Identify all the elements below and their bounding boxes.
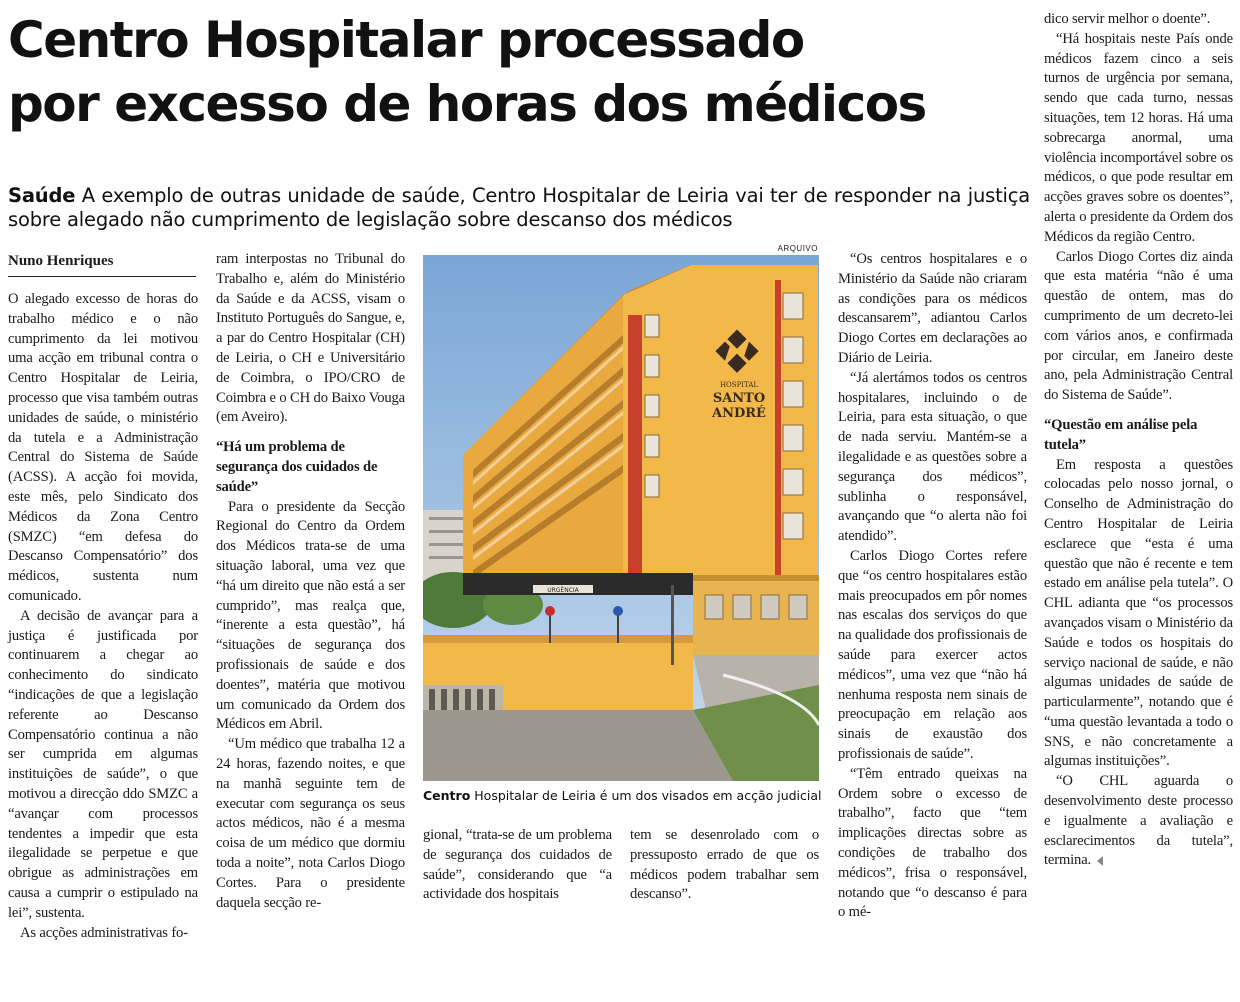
- body-paragraph: “Há hospitais neste País onde médicos fazem cinco a seis turnos de urgência por semana, sendo que cada turno, nessas situações, tem 12 horas. Há uma sobrecarga anormal, uma violência incomportável sobre os médicos, o que pode resultar em acções graves sobre os doentes”, alerta o presidente da Ordem dos Médicos da região Centro.: [1044, 30, 1233, 245]
- subheading: “Questão em análise pela tutela”: [1044, 416, 1198, 453]
- headline-line-1: Centro Hospitalar processado: [8, 11, 804, 69]
- article-column-2: [216, 250, 405, 913]
- author-byline: Nuno Henriques: [8, 250, 196, 277]
- body-paragraph: As acções administrativas fo-: [20, 924, 188, 941]
- lead-text: A exemplo de outras unidade de saúde, Centro Hospitalar de Leiria vai ter de responder na justiça sobre alegado não cumprimento de legislação sobre descanso dos médicos: [8, 184, 1030, 231]
- body-paragraph: A decisão de avançar para a justiça é justificada por continuarem a chegar ao conhecimento do sindicato “indicações de que a legislação referente ao Descanso Compensatório continua a não ser cumprida em algumas instituições de saúde”, o que motivou a direcção ddo SMZC a “avançar com processos tendentes a impedir que esta ilegalidade se perpetue e que obrigue as administrações em causa a cumprir o estipulado na lei”, sustenta.: [8, 607, 198, 921]
- body-paragraph: “Já alertámos todos os centros hospitalares, incluindo o de Leiria, para esta situação, o que de nada serviu. Mantém-se a ilegalidade e as questões sobre a segurança dos médicos”, sublinha o responsável, avançando que “o alerta não foi atendido”.: [838, 369, 1027, 545]
- sign-line-1: HOSPITAL: [719, 381, 759, 389]
- body-paragraph: Em resposta a questões colocadas pelo nosso jornal, o Conselho de Administração do Centro Hospitalar de Leiria esclarece que “esta é uma questão que não é recente e tem estado em análise pela tutela”. O CHL adianta que “os processos avançados visam o Ministério da Saúde e todos os hospitais do serviço nacional de saúde, e não algumas unidades de saúde de particularmente”, notando que é “uma questão levantada a todo o SNS, e não concretamente a algumas instituições”.: [1044, 456, 1233, 770]
- caption-text: Hospitalar de Leiria é um dos visados em acção judicial: [474, 788, 822, 803]
- hospital-building-image: [423, 255, 819, 781]
- caption-bold: Centro: [423, 788, 471, 803]
- body-paragraph: “Os centros hospitalares e o Ministério da Saúde não criaram as condições para os médicos descansarem”, adiantou Carlos Diogo Cortes em declarações ao Diário de Leiria.: [838, 251, 1027, 366]
- photo-credit: ARQUIVO: [777, 244, 818, 253]
- closing-text: “O CHL aguarda o desenvolvimento deste processo e igualmente a avaliação e esclarecimentos da tutela”, termina.: [1044, 773, 1233, 869]
- body-paragraph: “Um médico que trabalha 12 a 24 horas, fazendo noites, e que na manhã seguinte tem de executar com segurança os seus actos médicos, não é a mesma coisa de um médico que dormiu toda a noite”, nota Carlos Diogo Cortes. Para o presidente daquela secção re-: [216, 736, 405, 911]
- article-column-5: [1044, 10, 1233, 871]
- sign-line-3: ANDRÉ: [712, 406, 766, 421]
- article-column-2b: [423, 826, 612, 905]
- body-paragraph: Para o presidente da Secção Regional do Centro da Ordem dos Médicos trata-se de uma situação laboral, uma vez que “há um direito que não está a ser cumprido”, mas realça que, “inerente a esta questão”, há “situações de segurança dos profissionais de saúde e dos doentes”, matéria que motivou um comunicado da Ordem dos Médicos em Abril.: [216, 498, 405, 733]
- body-paragraph: gional, “trata-se de um problema de segurança dos cuidados de saúde”, considerando que “a actividade dos hospitais: [423, 827, 612, 903]
- entrance-sign: URGÊNCIA: [547, 587, 579, 594]
- lead-paragraph: [8, 184, 1030, 232]
- article-column-4: [838, 250, 1027, 923]
- hospital-photo: [423, 255, 819, 781]
- end-of-article-icon: [1097, 856, 1103, 866]
- headline: [8, 8, 1028, 136]
- body-paragraph: “Têm entrado queixas na Ordem sobre o excesso de trabalho”, facto que “tem implicações directas sobre as condições de trabalho dos médicos”, frisa o responsável, notando que “o descanso é para o mé-: [838, 765, 1027, 921]
- subheading: “Há um problema de segurança dos cuidados de saúde”: [216, 439, 378, 495]
- body-paragraph: dico servir melhor o doente”.: [1044, 11, 1211, 27]
- article-column-1: [8, 290, 198, 943]
- article-column-3b: [630, 826, 819, 905]
- body-paragraph: Carlos Diogo Cortes diz ainda que esta matéria “não é uma questão de ontem, mas do cumprimento de um decreto-lei com vários anos, e confirmada por circular, em Janeiro deste ano, pela Administração Central do Sistema de Saúde”.: [1044, 248, 1233, 404]
- body-paragraph: tem se desenrolado com o pressuposto errado de que os médicos podem trabalhar sem descanso”.: [630, 827, 819, 903]
- headline-line-2: por excesso de horas dos médicos: [8, 75, 926, 133]
- body-paragraph: O alegado excesso de horas do trabalho médico e o não cumprimento da lei motivou uma acção em tribunal contra o Centro Hospitalar de Leiria, processo que visa também outras unidades de saúde, o ministério da tutela e a Administração Central do Sistema de Saúde (ACSS). A acção foi movida, este mês, pelo Sindicato dos Médicos da Zona Centro (SMZC) “em defesa do Descanso Compensatório” dos médicos, sustenta num comunicado.: [8, 291, 198, 604]
- sign-line-2: SANTO: [712, 391, 766, 406]
- body-paragraph: ram interpostas no Tribunal do Trabalho e, além do Ministério da Saúde e da ACSS, visam o Instituto Português do Sangue, e, a par do Centro Hospitalar (CH) de Leiria, o CH e Universitário de Coimbra, o IPO/CRO de Coimbra e o CH do Baixo Vouga (em Aveiro).: [216, 251, 405, 426]
- body-paragraph: Carlos Diogo Cortes refere que “os centro hospitalares estão mais preocupados em pôr nomes nas escalas dos serviços do que na qualidade dos profissionais de saúde para exercer actos médicos”, uma vez que “não há nenhuma resposta nem sinais de preocupação em relação aos sinais de exaustão dos profissionais de saúde”.: [838, 547, 1027, 762]
- lead-kicker: Saúde: [8, 184, 76, 207]
- photo-caption: [423, 788, 823, 804]
- body-paragraph: [1044, 772, 1233, 871]
